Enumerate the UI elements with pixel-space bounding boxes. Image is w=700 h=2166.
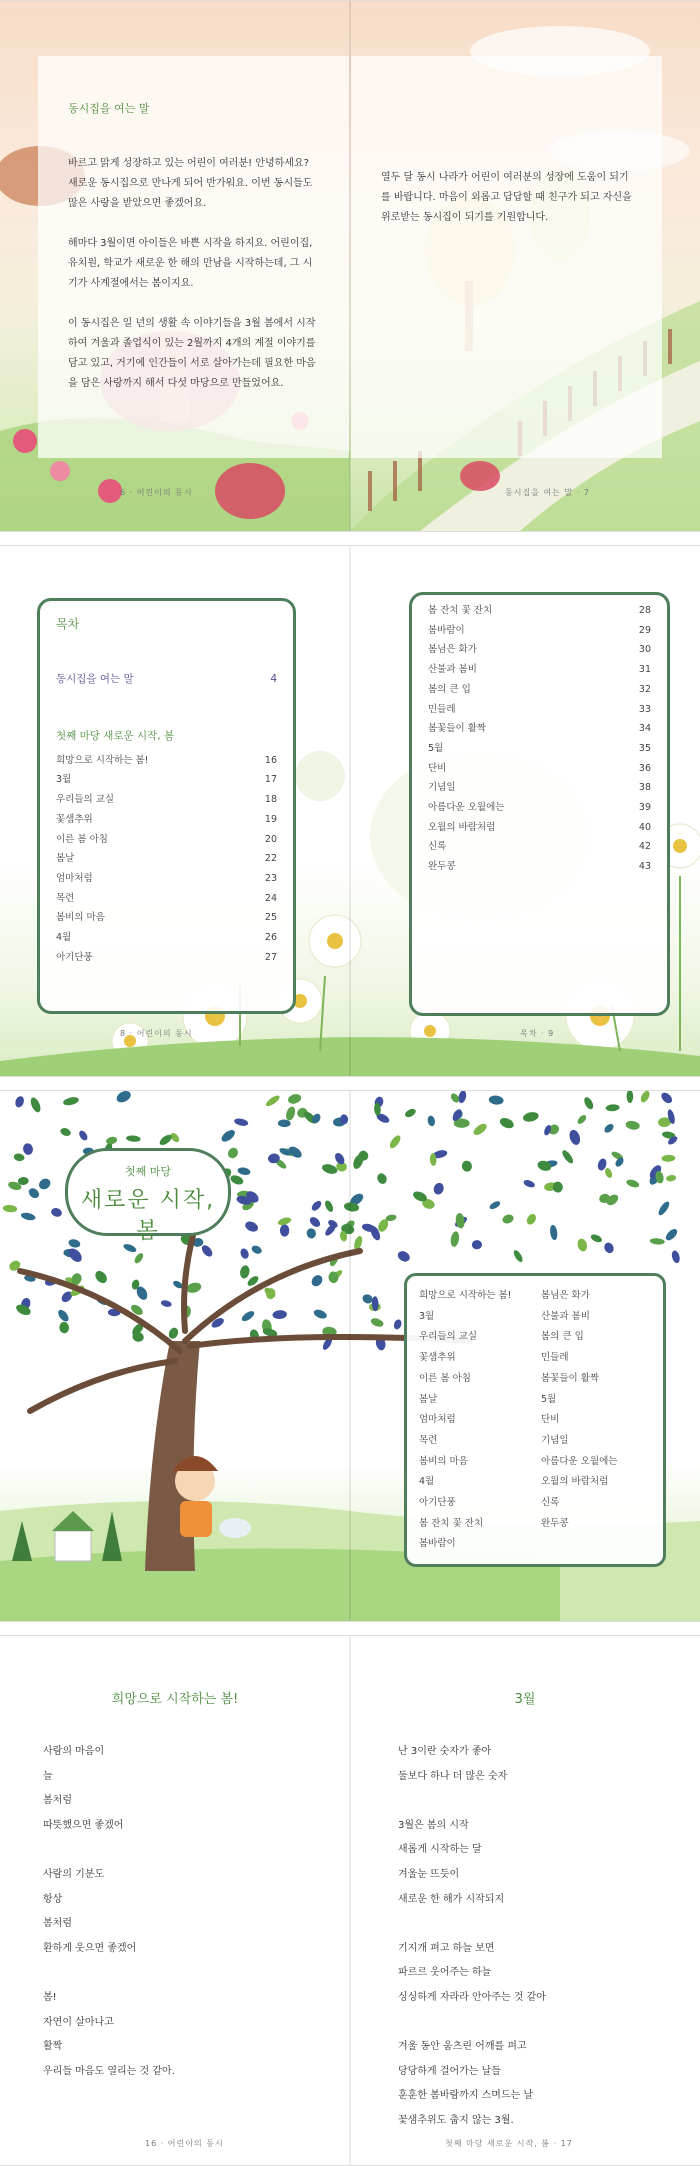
part-label: 첫째 마당 (124, 1165, 171, 1178)
toc-entry-title: 봄바람이 (428, 624, 465, 636)
leaf (287, 1093, 303, 1106)
poem-line: 둘보다 하나 더 많은 숫자 (398, 1770, 508, 1782)
leaf (126, 1135, 141, 1142)
toc-entry-page: 17 (264, 774, 277, 786)
toc-entry-title: 5월 (428, 742, 444, 754)
leaf (603, 1122, 615, 1134)
toc-list (412, 595, 667, 877)
spread-part-opener (0, 1090, 700, 1622)
toc-entry[interactable] (428, 700, 651, 720)
leaf (284, 1105, 296, 1121)
leaf (488, 1095, 504, 1105)
toc-entry[interactable] (428, 719, 651, 739)
leaf (388, 1134, 403, 1150)
leaf (62, 1096, 79, 1107)
gutter (349, 1091, 351, 1621)
page-folio: 8 · 어린이의 동시 (120, 1029, 193, 1038)
poem-line: 겨울눈 뜨듯이 (398, 1868, 460, 1880)
toc-entry-title: 아름다운 오월에는 (428, 802, 505, 814)
leaf (264, 1094, 281, 1108)
toc-entry[interactable] (56, 948, 277, 968)
poem-line: 활짝 (43, 2041, 63, 2053)
leaf (3, 1204, 18, 1212)
leaf (219, 1128, 236, 1144)
leaf (309, 1273, 324, 1288)
toc-entry-title: 희망으로 시작하는 봄! (56, 754, 149, 766)
spread-poems (0, 1635, 700, 2166)
leaf (396, 1249, 412, 1264)
leaf (639, 1091, 651, 1104)
part-title: 새로운 시작, 봄 (80, 1188, 216, 1244)
toc-entry[interactable] (56, 751, 277, 771)
contents-item[interactable]: 봄의 큰 입 (541, 1331, 584, 1343)
contents-item[interactable]: 민들레 (541, 1352, 569, 1364)
toc-entry[interactable] (428, 759, 651, 779)
toc-entry-title: 4월 (56, 932, 72, 944)
toc-entry-page: 28 (638, 605, 651, 616)
contents-item[interactable]: 봄날 (419, 1393, 438, 1405)
contents-item[interactable]: 목련 (419, 1434, 438, 1446)
leaf (472, 1122, 489, 1138)
toc-entry[interactable] (56, 908, 277, 928)
toc-entry[interactable] (56, 770, 277, 790)
leaf (14, 1095, 25, 1108)
leaf (393, 1318, 403, 1330)
toc-entry-page: 33 (638, 703, 651, 715)
toc-entry[interactable] (428, 601, 651, 621)
leaf (568, 1128, 582, 1146)
poem-line: 봄처럼 (43, 1918, 72, 1930)
toc-entry[interactable] (56, 889, 277, 909)
leaf (666, 1174, 677, 1182)
toc-entry-page: 39 (638, 802, 651, 814)
leaf (308, 1215, 322, 1229)
contents-column (541, 1286, 617, 1534)
contents-item[interactable]: 희망으로 시작하는 봄! (419, 1290, 512, 1301)
leaf (229, 1174, 244, 1187)
leaf (93, 1269, 109, 1286)
toc-entry[interactable] (56, 849, 277, 869)
leaf (13, 1153, 25, 1162)
contents-item[interactable]: 봄님은 화가 (541, 1290, 590, 1301)
leaf (105, 1136, 117, 1145)
poem-line: 늘 (43, 1770, 53, 1782)
toc-entry-title: 이른 봄 아침 (56, 833, 108, 845)
poem-line: 환하게 웃으면 좋겠어 (43, 1942, 137, 1954)
leaf (432, 1182, 445, 1196)
toc-entry[interactable] (428, 660, 651, 680)
toc-entry-page: 24 (264, 892, 277, 904)
leaf (523, 1179, 536, 1189)
toc-entry-page: 22 (264, 853, 277, 865)
leaf (498, 1116, 515, 1130)
leaf (512, 1249, 524, 1264)
toc-entry-title: 봄날 (56, 853, 75, 865)
toc-right-box (409, 592, 670, 1016)
toc-entry[interactable] (428, 818, 651, 838)
toc-entry[interactable] (428, 857, 651, 877)
poem-line: 난 3이란 숫자가 좋아 (398, 1746, 492, 1757)
leaf (59, 1321, 70, 1333)
leaf (306, 1227, 317, 1239)
paragraph: 열두 달 동시 나라가 어린이 여러분의 성장에 도움이 되기를 바랍니다. 마음이 외롭고 답답할 때 친구가 되고 자신을 위로받는 동시집이 되기를 기원합니다. (381, 172, 632, 223)
leaf (56, 1308, 70, 1323)
leaf (590, 1233, 603, 1244)
leaf (239, 1264, 251, 1279)
page-folio: 동시집을 여는 말 · 7 (505, 488, 590, 497)
toc-entry[interactable] (56, 928, 277, 948)
poem-line: 사람의 기분도 (43, 1868, 105, 1880)
toc-entry[interactable] (428, 739, 651, 759)
poem-line: 항상 (43, 1893, 63, 1905)
leaf (321, 1162, 339, 1175)
contents-item[interactable]: 아기단풍 (419, 1497, 456, 1509)
toc-entry-page: 36 (638, 762, 651, 774)
leaf (427, 1115, 436, 1127)
leaf (522, 1111, 539, 1124)
leaf (167, 1326, 180, 1340)
leaf (77, 1129, 89, 1142)
toc-entry-title: 산불과 봄비 (428, 664, 477, 676)
toc-entry-title: 봄꽃들이 활짝 (428, 723, 487, 735)
poem-line: 새로운 한 해가 시작되지 (398, 1893, 505, 1905)
leaf (457, 1091, 467, 1104)
toc-title: 목차 (56, 617, 80, 631)
contents-item[interactable]: 기념일 (541, 1434, 569, 1446)
leaf (200, 1243, 215, 1258)
toc-entry[interactable] (428, 837, 651, 857)
leaf (664, 1227, 679, 1242)
leaf (234, 1117, 249, 1127)
poem-line: 꽃샘추위도 춥지 않는 3월. (398, 2114, 514, 2126)
leaf (625, 1120, 640, 1131)
leaf (576, 1238, 588, 1253)
leaf (22, 1142, 34, 1155)
poem-line: 싱싱하게 자라라 안아주는 것 같아 (398, 1991, 546, 2003)
toc-entry-page: 40 (638, 821, 651, 833)
poem-line: 따뜻했으면 좋겠어 (43, 1819, 124, 1831)
contents-item[interactable]: 봄바람이 (419, 1538, 456, 1550)
poem-body (398, 1740, 688, 2134)
toc-entry[interactable] (428, 680, 651, 700)
leaf (375, 1172, 388, 1186)
toc-entry-page: 27 (264, 951, 277, 963)
leaf (576, 1114, 588, 1126)
poem-line: 자연이 살아나고 (43, 2016, 114, 2028)
leaf (240, 1309, 256, 1323)
leaf (404, 1107, 417, 1119)
poem-line: 봄처럼 (43, 1795, 72, 1807)
toc-entry-title: 단비 (428, 762, 447, 774)
contents-item[interactable]: 신록 (541, 1497, 560, 1509)
toc-entry-title: 봄님은 화가 (428, 644, 477, 656)
leaf (370, 1317, 385, 1329)
toc-entry[interactable] (56, 790, 277, 810)
toc-entry-title: 완두콩 (428, 861, 456, 873)
toc-entry-page: 26 (264, 932, 277, 944)
leaf (625, 1178, 640, 1189)
toc-entry-page: 20 (264, 833, 277, 845)
toc-entry-page: 42 (638, 841, 651, 853)
leaf (226, 1146, 240, 1160)
poem-line: 새롭게 시작하는 달 (398, 1844, 482, 1856)
contents-item[interactable]: 오월의 바람처럼 (541, 1476, 609, 1488)
toc-entry[interactable] (428, 778, 651, 798)
gutter (349, 1, 351, 531)
toc-entry-page: 38 (638, 782, 651, 794)
poem-line: 기지개 펴고 하늘 보면 (398, 1942, 495, 1954)
toc-entry-title: 기념일 (428, 782, 456, 794)
leaf (133, 1252, 145, 1265)
toc-entry-title: 엄마처럼 (56, 872, 93, 884)
toc-entry-page: 18 (264, 794, 277, 806)
contents-item[interactable]: 단비 (541, 1414, 560, 1426)
leaf (582, 1096, 595, 1111)
toc-left-box (37, 598, 296, 1014)
leaf (313, 1308, 329, 1320)
contents-item[interactable]: 이른 봄 아침 (419, 1372, 471, 1384)
poem-line: 훈훈한 봄바람까지 스며드는 날 (398, 2090, 534, 2102)
contents-item[interactable]: 엄마처럼 (419, 1414, 456, 1426)
spread-contents (0, 545, 700, 1077)
leaf (650, 1238, 665, 1245)
leaf (115, 1091, 133, 1105)
leaf (59, 1127, 72, 1138)
toc-entry-page: 19 (264, 813, 277, 825)
leaf (659, 1091, 674, 1105)
toc-entry-page: 31 (638, 664, 651, 676)
leaf (560, 1149, 575, 1165)
leaf (20, 1212, 36, 1222)
leaf (501, 1213, 515, 1225)
leaf (280, 1224, 289, 1236)
toc-entry-title: 민들레 (428, 703, 456, 715)
contents-item[interactable]: 봄꽃들이 활짝 (541, 1372, 600, 1384)
leaf (310, 1199, 323, 1212)
poem-body (43, 1740, 333, 2084)
contents-column (419, 1286, 511, 1555)
contents-item[interactable]: 5월 (541, 1393, 557, 1405)
contents-item[interactable]: 아름다운 오월에는 (541, 1455, 618, 1467)
poem-title: 3월 (514, 1692, 536, 1707)
leaf (549, 1224, 558, 1240)
contents-item[interactable]: 3월 (419, 1310, 435, 1322)
poem-line: 사람의 마음이 (43, 1746, 105, 1757)
leaf (671, 1250, 681, 1264)
leaf (605, 1104, 619, 1112)
contents-item[interactable]: 봄비의 마음 (419, 1455, 468, 1467)
toc-entry-page: 29 (638, 624, 651, 636)
toc-entry-title: 봄의 큰 입 (428, 683, 471, 695)
part-contents-box (404, 1273, 666, 1567)
leaf (244, 1220, 260, 1234)
leaf (604, 1167, 614, 1179)
gutter (349, 1636, 351, 2165)
leaf (37, 1176, 53, 1191)
contents-item[interactable]: 4월 (419, 1476, 435, 1488)
poem-line: 봄! (43, 1991, 57, 2003)
leaf (626, 1091, 633, 1103)
toc-entry[interactable] (56, 830, 277, 850)
leaf (50, 1207, 63, 1219)
page-folio: 첫째 마당 새로운 시작, 봄 · 17 (445, 2139, 573, 2148)
leaf (160, 1299, 172, 1308)
toc-entry-page: 25 (264, 912, 277, 924)
toc-entry[interactable] (428, 640, 651, 660)
leaf (488, 1200, 501, 1211)
toc-entry[interactable] (56, 810, 277, 830)
toc-entry-page: 32 (638, 683, 651, 695)
toc-entry-intro[interactable]: 동시집을 여는 말 4 (56, 673, 277, 685)
contents-item[interactable]: 완두콩 (541, 1517, 569, 1529)
poem-line: 우리들 마음도 열리는 것 같아. (43, 2065, 175, 2077)
toc-entry-title: 목련 (56, 892, 75, 904)
leaf (237, 1166, 251, 1176)
contents-item[interactable]: 산불과 봄비 (541, 1310, 590, 1322)
page-folio: 16 · 어린이의 동시 (145, 2139, 224, 2148)
toc-entry[interactable] (56, 869, 277, 889)
leaf (461, 1160, 473, 1173)
page-title: 동시집을 여는 말 (68, 102, 150, 115)
toc-entry-page: 35 (638, 742, 651, 754)
paragraph: 해마다 3월이면 아이들은 바쁜 시작을 하지요. 어린이집, 유치원, 학교가 새로운 한 해의 만남을 시작하는데, 그 시기가 사계절에서는 봄이지요. (68, 238, 313, 289)
toc-entry-title: 우리들의 교실 (56, 794, 115, 806)
toc-entry-page: 30 (638, 644, 651, 656)
leaf (661, 1155, 675, 1163)
toc-entry-title: 3월 (56, 774, 72, 786)
toc-entry-page: 34 (638, 723, 651, 735)
leaf (657, 1200, 672, 1217)
toc-entry[interactable] (428, 621, 651, 641)
poem-line: 3월은 봄의 시작 (398, 1819, 469, 1831)
toc-entry-title: 봄비의 마음 (56, 912, 105, 924)
leaf (27, 1186, 41, 1200)
toc-part-title: 첫째 마당 새로운 시작, 봄 (56, 729, 175, 742)
leaf (250, 1244, 263, 1255)
left-text-panel (38, 56, 349, 458)
spread-intro (0, 0, 700, 532)
paragraph: 이 동시집은 일 년의 생활 속 이야기들을 3월 봄에서 시작하여 겨울과 졸업식이 있는 2월까지 4개의 계절 이야기를 담고 있고, 거기에 인간들이 서로 살아가는데 필요한 마음을 담은 사랑까지 해서 다섯 마당으로 만들었어요. (68, 318, 316, 389)
leaf (472, 1240, 483, 1250)
leaf (29, 1096, 43, 1114)
toc-list (56, 751, 277, 968)
page-folio: 목차 · 9 (520, 1029, 555, 1038)
leaf (239, 1247, 250, 1260)
page-folio: 6 · 어린이의 동시 (120, 488, 193, 497)
toc-entry-title: 봄 잔치 꽃 잔치 (428, 605, 493, 616)
right-text-panel (351, 56, 662, 458)
toc-entry-title: 꽃샘추위 (56, 813, 93, 825)
leaf (525, 1212, 538, 1226)
toc-entry-title: 오월의 바람처럼 (428, 821, 496, 833)
leaf (278, 1119, 291, 1127)
poem-line: 당당하게 걸어가는 날들 (398, 2065, 501, 2077)
leaf (323, 1199, 334, 1213)
leaf (602, 1241, 615, 1255)
poem-title: 희망으로 시작하는 봄! (111, 1692, 239, 1707)
leaf (272, 1310, 287, 1320)
poem-line: 겨울 동안 움츠린 어깨를 펴고 (398, 2041, 527, 2053)
leaf (450, 1231, 461, 1248)
toc-entry-title: 아기단풍 (56, 951, 93, 963)
toc-entry-page: 23 (264, 872, 277, 884)
contents-item[interactable]: 꽃샘추위 (419, 1352, 456, 1364)
toc-entry-title: 신록 (428, 841, 447, 853)
toc-entry-page: 43 (638, 861, 651, 873)
part-badge (65, 1148, 231, 1244)
paragraph: 바르고 맑게 성장하고 있는 어린이 여러분! 안녕하세요? 새로운 동시집으로 만나게 되어 반가워요. 이번 동시들도 많은 사랑을 받았으면 좋겠어요. (68, 158, 313, 209)
toc-entry-page: 16 (264, 754, 277, 766)
contents-item[interactable]: 우리들의 교실 (419, 1331, 478, 1343)
toc-entry[interactable] (428, 798, 651, 818)
poem-line: 파르르 웃어주는 하늘 (398, 1967, 492, 1979)
contents-item[interactable]: 봄 잔치 꽃 잔치 (419, 1517, 484, 1529)
gutter (349, 546, 351, 1076)
